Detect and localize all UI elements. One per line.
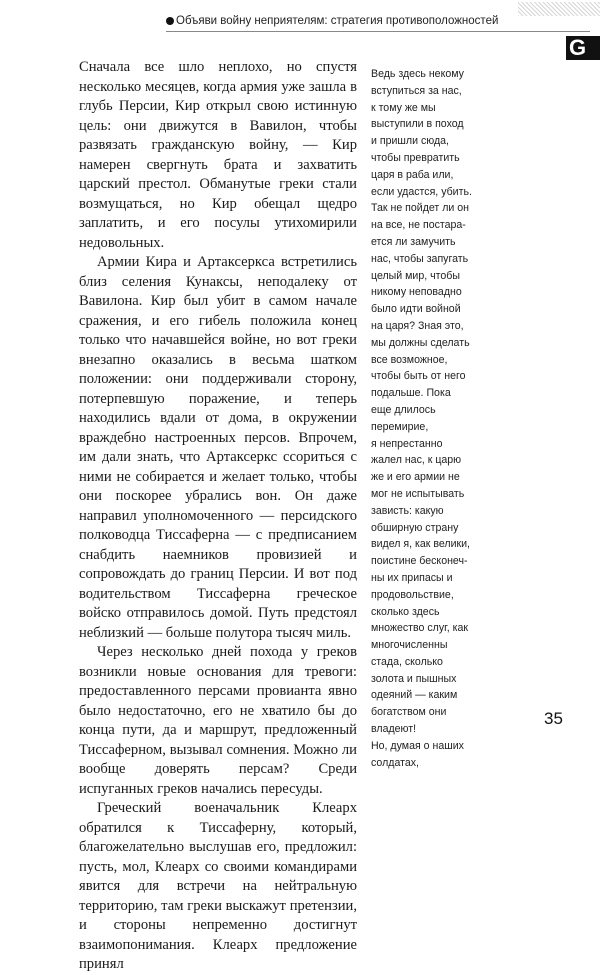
side-line: стада, сколько: [371, 655, 443, 668]
side-line: мог не испытывать: [371, 487, 465, 500]
side-line: Но, думая о наших: [371, 739, 464, 752]
side-line: богатством они: [371, 706, 447, 719]
side-line: поистине бесконеч-: [371, 555, 468, 568]
side-line: зависть: какую: [371, 504, 444, 517]
side-line: все возможное,: [371, 353, 448, 366]
side-line: золота и пышных: [371, 672, 457, 685]
side-line: ны их припасы и: [371, 571, 453, 584]
page-number: 35: [544, 709, 563, 728]
side-line: вступиться за нас,: [371, 84, 462, 97]
running-header: [166, 15, 498, 27]
side-line: перемирие,: [371, 420, 429, 433]
side-line: Ведь здесь некому: [371, 68, 464, 80]
side-line: никому неповадно: [371, 286, 462, 299]
side-line: подальше. Пока: [371, 387, 451, 400]
side-line: выступили в поход: [371, 118, 464, 131]
side-line: если удастся, убить.: [371, 185, 472, 198]
side-line: видел я, как велики,: [371, 538, 470, 551]
bullet-icon: [166, 17, 174, 25]
side-line: было идти войной: [371, 303, 461, 316]
side-line: обширную страну: [371, 521, 459, 534]
side-line: нас, чтобы запугать: [371, 252, 469, 265]
chapter-tab: G: [566, 36, 600, 60]
side-line: Так не пойдет ли он: [371, 202, 469, 215]
side-line: сколько здесь: [371, 605, 440, 618]
side-line: я непрестанно: [371, 437, 443, 450]
side-line: целый мир, чтобы: [371, 269, 460, 282]
side-line: царя в раба или,: [371, 168, 454, 181]
header-initial: О: [176, 15, 185, 27]
side-line: и пришли сюда,: [371, 135, 449, 148]
header-rule: [166, 31, 590, 32]
side-line: мы должны сделать: [371, 336, 470, 349]
side-line: множество слуг, как: [371, 622, 469, 635]
paragraph: Через несколько дней похода у греков возникли новые основания для тревоги: предоставленного персами провианта явно было недостаточно, его не хватило бы до конца пути, да и маршрут, предложенный Тиссаферном, вызывал сомнения. Можно ли вообще доверять персам? Среди испуганных греков начались пересуды.: [79, 644, 357, 797]
side-line: одеяний — каким: [371, 689, 458, 702]
side-line: к тому же мы: [371, 101, 436, 114]
side-line: жалел нас, к царю: [371, 454, 462, 467]
paragraph: Греческий военачальник Клеарх обратился к Тиссаферну, который, благожелательно выслушав его, предложил: пусть, мол, Клеарх со своими командирами явится для встречи на нейтральную территорию, там греки выскажут претензии, и стороны непременно достигнут взаимопонимания. Клеарх предложение принял: [79, 800, 357, 972]
header-title: бъяви войну неприятелям: стратегия противоположностей: [184, 15, 499, 27]
side-line: продовольствие,: [371, 588, 454, 601]
side-line: же и его армии не: [371, 471, 460, 484]
side-line: на все, не постара-: [371, 219, 466, 232]
paragraph: Армии Кира и Артаксеркса встретились близ селения Кунаксы, неподалеку от Вавилона. Кир был убит в самом начале сражения, и его гибель положила конец только что начавшейся войне, но вот греки внезапно оказались в весьма шатком положении: они поддерживали сторону, потерпевшую поражение, и теперь находились вдали от дома, в окружении враждебно настроенных персов. Впрочем, им дали знать, что Артаксеркс ссориться с ними не собирается и желает только, чтобы они поскорее убрались вон. Он даже направил уполномоченного — персидского полководца Тиссаферна — с предписанием снабдить наемников провизией и сопровождать до границ Персии. И вот под водительством Тиссаферна греческое войско отправилось домой. Путь предстоял неблизкий — больше полутора тысяч миль.: [79, 254, 357, 641]
side-line: чтобы превратить: [371, 151, 460, 164]
side-line: ется ли замучить: [371, 235, 456, 248]
paragraph: Сначала все шло неплохо, но спустя несколько месяцев, когда армия уже зашла в глубь Персии, Кир открыл свою истинную цель: они движутся в Вавилон, чтобы развязать гражданскую войну, — Кир намерен свергнуть брата и захватить царский престол. Обманутые греки стали возмущаться, но Кир обещал щедро заплатить, и его посулы утихомирили недовольных.: [79, 59, 357, 251]
decorative-hatch: [518, 2, 600, 16]
side-line: солдатах,: [371, 756, 419, 769]
side-quote-column: [371, 66, 477, 771]
side-line: на царя? Зная это,: [371, 319, 464, 332]
side-line: еще длилось: [371, 403, 436, 416]
main-text-column: [79, 58, 357, 975]
side-line: чтобы быть от него: [371, 370, 466, 383]
side-line: владеют!: [371, 723, 417, 736]
side-line: многочисленны: [371, 639, 448, 652]
